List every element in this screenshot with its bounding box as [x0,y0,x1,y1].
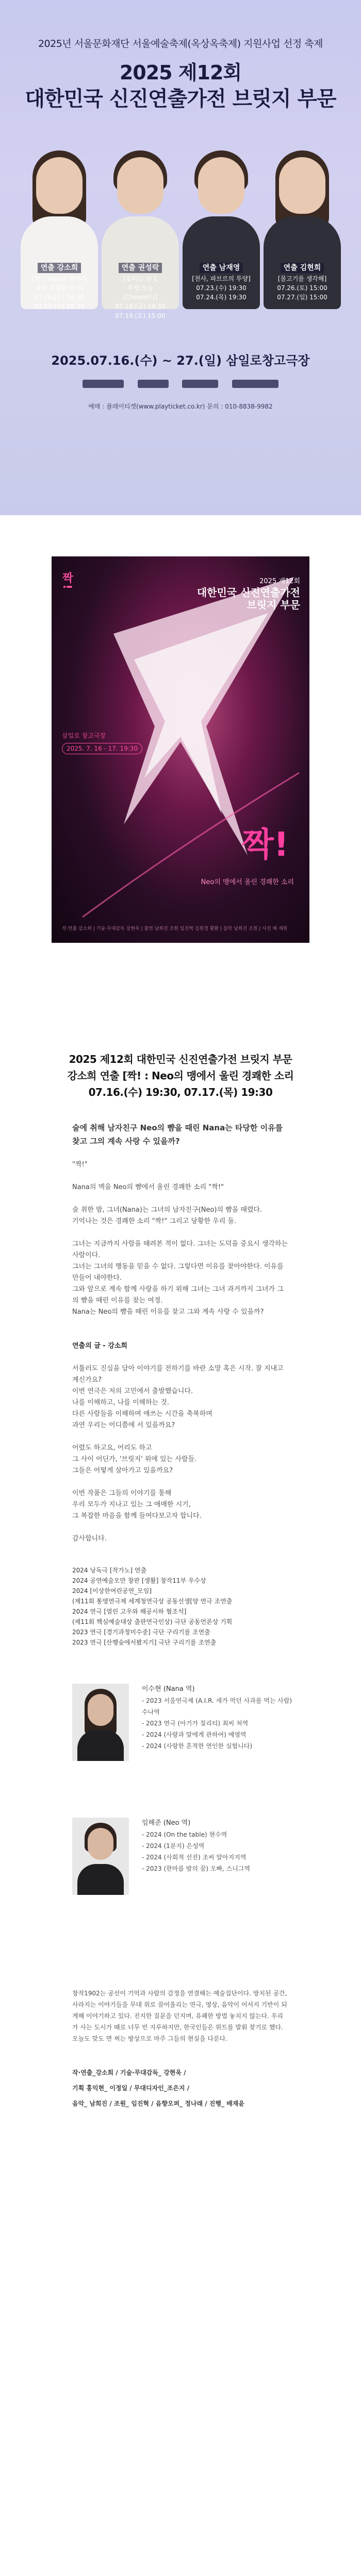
festival-poster [0,0,361,515]
actor-info: 이수현 (Nana 역) - 2023 서울연극제 (A.I.R. 새가 먹던 사과를 먹는 사람) 수나역 - 2023 연극 (아기가 칠리티) 최씨 처역 - 2024 (사랑과 말에게 관하여) 예영역 - 2024 (사랑한 흔적한 연인한 실험니다) [142,1685,292,1750]
festival-corner-title: 2025 제12회 대한민국 신진연출가전 브릿지 부문 [196,578,300,611]
actor-info: 임해준 (Neo 역) - 2024 (On the table) 현수역 - 2024 (1분지) 은성역 - 2024 (사회적 선진) 조씨 알아지지역 - 2023 (한마름 밤의 꿈) 오빠, 스니그역 [142,1819,251,1872]
sponsor-logo [138,380,169,388]
director-photo-2 [99,144,182,319]
synopsis-question: 술에 취해 남자친구 Neo의 뺨을 때린 Nana는 타당한 이유를 찾고 그의 계속 사랑 수 있을까? [72,1123,283,1146]
director-label-1: 연출 강소희 [짝! : Neo의 맹에서 울린 경쾌한 소리] 07.16.(수) 19:30 07.17.(목) 19:30 [31,264,87,310]
poster-title-year: 2025 제12회 [119,61,242,84]
director-label-4: 연출 김현희 [물고기를 생각해] 07.26.(토) 15:00 07.27.(일) 15:00 [277,264,327,301]
article [0,1051,361,2111]
poster-credits: 작·연출 강소희 | 기술·무대감독 강현욱 | 출연 남희진 조원 임진혁 김원정 황환 | 음악 남희진 조원 | 사진 해 재원 [62,926,288,931]
show-venue-date: 삼일로 창고극장 2025. 7. 16 - 17. 19:30 [62,732,144,754]
show-poster-art [52,556,309,943]
poster-title: 대한민국 신진연출가전 브릿지 부문 [25,87,336,111]
synopsis-sound: "짝!" [72,1161,88,1168]
festival-date: 2025.07.16.(수) ~ 27.(일) 삼일로창고극장 [51,353,310,368]
director-history: 2024 낭독극 [작가노] 연출 2024 공연예술오만 창판 [생활] 창작11부 우수상 2024 [이상한여린공연_모임] (제11회 통영연극제 세계청연극상 공동선생[양 연극 조연출 2024 연극 [열린 고우와 해공시하 협조석] (제11회 핵심예술대상 출판연극인상) 극단 공동언론상 기획 2023 연극 [경기과정미수중] 극단 구리기를 조연출 2023 연극 [산행숲에서봤지기] 극단 구리기를 조연출 [72,1567,233,1646]
director-photo-3 [180,144,262,309]
sponsor-logos [83,376,278,392]
poster-support-line: 2025년 서울문화재단 서울예술축제(옥상옥축제) 지원사업 선정 축제 [38,38,323,49]
director-note-title: 연출의 글 - 강소희 [72,1342,127,1350]
vertical-title: 짝! [60,572,73,591]
show-title: 짝! [241,826,289,864]
staff-credits: 작·연출_강소희 / 기술·무대감독_ 강현욱 / 기획 홍익현_ 이정일 / 무대디자인_조은지 / 음악_ 남희진 / 조원_ 임진혁 / 음향오퍼_ 정나래 / 진행_ 배재윤 [72,2069,244,2107]
director-note: 연출의 글 - 강소희 서툴러도 진심을 담아 이야기를 전하기를 바란 소망 혹은 시작. 잘 지내고 계신가요? 이번 연극은 저의 고민에서 출발했습니다. 나를 이해하고, 나를 이해하는 것. 다른 사람들을 이해하며 애쓰는 시간을 축복하며 과연 우리는 어디쯤에 서 있을까요? 어렸도 하고요, 어리도 하고 그 사이 어딘가, '브릿지' 위에 있는 사람들. 그들은 어떻게 살아가고 있을까요? 이번 작품은 그들의 이야기를 통해 우리 모두가 지나고 있는 그 애매한 시기, 그 복잡한 마음을 함께 들여다보고자 합니다. 감사합니다. [0,1341,361,1545]
ticket-info: 예매 : 플레이티켓(www.playticket.co.kr) 문의 : 010-8838-9982 [88,403,273,410]
show-poster [0,515,361,1051]
director-photo-1 [18,144,101,309]
synopsis [0,1121,361,1318]
synopsis-body: Nana의 맥을 Neo의 뺨에서 울린 경쾌한 소리 "짝!" 술 취한 밤, 그녀(Nana)는 그녀의 남자친구(Neo)의 뺨을 때렸다. 기억나는 것은 경쾌한 소리 "짝!" 그리고 당황한 우리 둘. 그녀는 지금까지 사람을 때려본 적이 없다. 그녀는 도덕을 중요시 생각하는 사람이다. 그녀는 그녀의 행동을 믿을 수 없다. 그렇다면 이유를 찾아야한다. 이유를 만들어 내야한다. 그와 앞으로 계속 함께 사랑을 하기 위해 그녀는 그녀 과거까지 그녀가 그의 뺨을 때린 이유를 찾는 여정. Nana는 Neo의 뺨을 때린 이유를 찾고 그와 계속 사랑 수 있을까? [72,1183,288,1316]
director-label-2: 연출 권성락 [꽃피는 날 1 부제:오늘 (Cheers!!)] 07.18.(금) 19:30 07.19.(토) 15:00 [115,264,166,319]
company-intro: 창작1902는 공선이 기억과 사람의 감정을 연결해는 예술집단이다. 방치된 공간, 사라지는 이야기들을 무대 위로 끌어올리는 연극, 영상, 음악이 어서지 기반이 되게해 이야기하고 있다. 진지한 질문을 던지며, 유쾌한 방법 놓치지 않는다. 우리가 사는 도시가 때로 너무 빈 지루하지만, 한국인들은 위트를 발휘 찾기로 했다. 오늘도 맞도 면 찌는 방상으로 마주 그들의 현실을 다룬다. [72,1990,287,2042]
director-photo-4 [261,144,343,309]
show-subtitle: Neo의 맹에서 울린 경쾌한 소리 [201,878,294,886]
sponsor-logo [232,380,278,388]
actor-photo [72,1818,129,1895]
article-heading: 2025 제12회 대한민국 신진연출가전 브릿지 부문 강소희 연출 [짝! : Neo의 맹에서 울린 경쾌한 소리 07.16.(수) 19:30, 07.17.(목) 19:30 [67,1053,294,1098]
actor-photo [72,1684,129,1761]
actor-profile-2 [0,1818,361,1952]
actor-profile-1 [0,1684,361,1818]
director-photos [18,144,343,319]
sponsor-logo [83,380,124,388]
sponsor-logo [182,380,218,388]
director-label-3: 연출 남재영 [천사, 파브르의 투양] 07.23.(수) 19:30 07.24.(목) 19:30 [192,264,251,301]
